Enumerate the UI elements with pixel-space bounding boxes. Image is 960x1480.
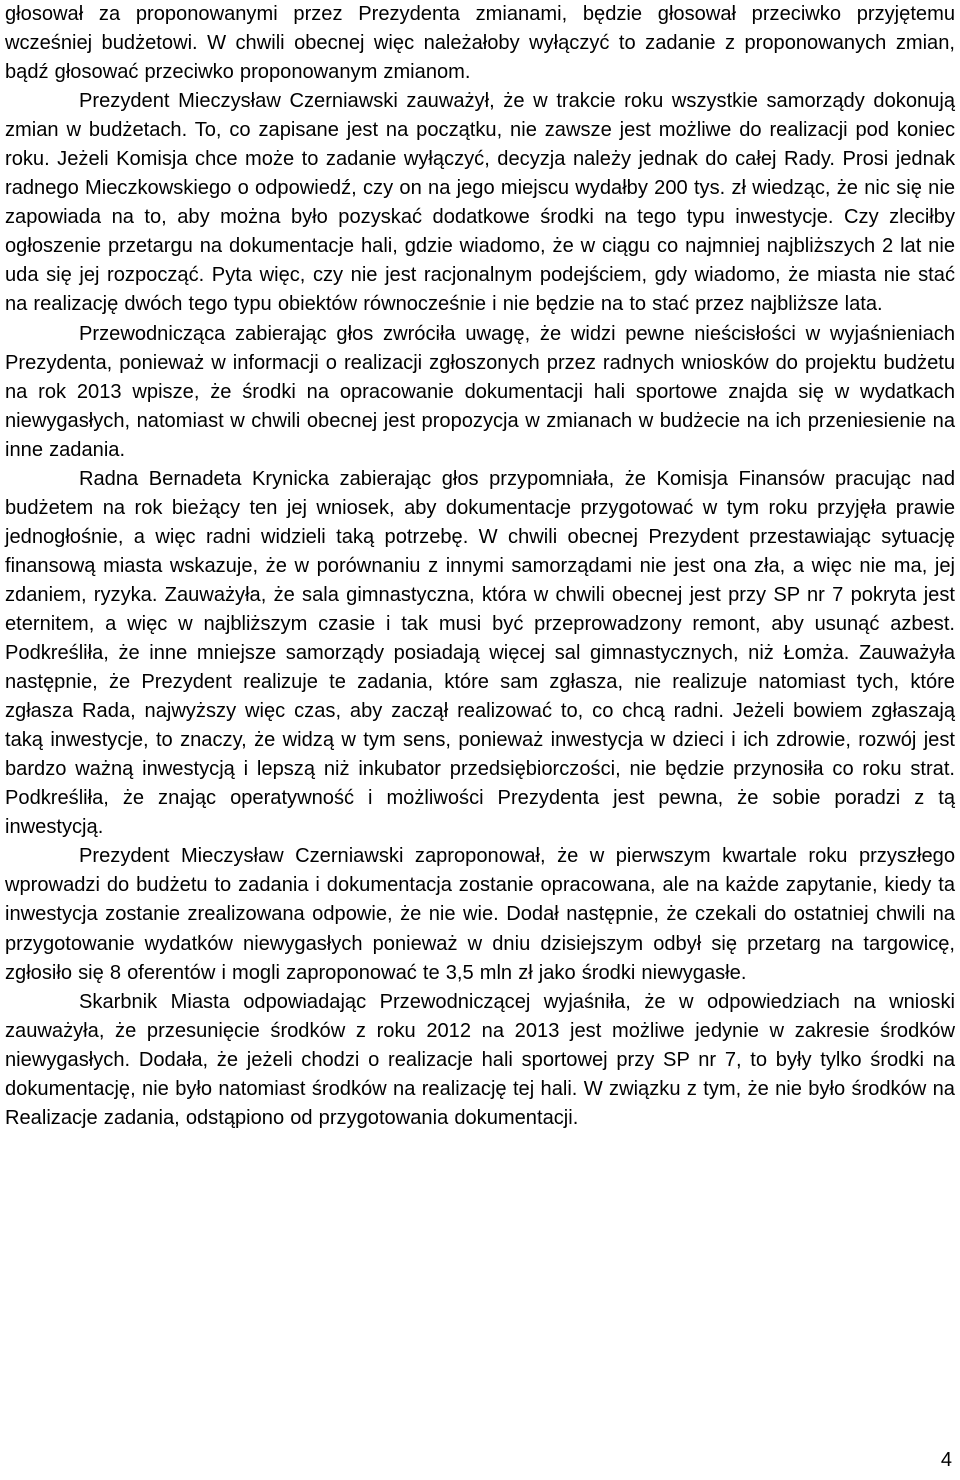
paragraph-3: Przewodnicząca zabierając głos zwróciła uwagę, że widzi pewne nieścisłości w wyjaśnieniach Prezydenta, ponieważ w informacji o realizacji zgłoszonych przez radnych wniosków do projektu budżetu na rok 2013 wpisze, że środki na opracowanie dokumentacji hali sportowe znajda się w wydatkach niewygasłych, natomiast w chwili obecnej jest propozycja w zmianach w budżecie na ich przeniesienie na inne zadania. bbox=[5, 322, 955, 461]
paragraph-6: Skarbnik Miasta odpowiadając Przewodniczącej wyjaśniła, że w odpowiedziach na wnioski zauważyła, że przesunięcie środków z roku 2012 na 2013 jest możliwe jedynie w zakresie środków niewygasłych. Dodała, że jeżeli chodzi o realizacje hali sportowej przy SP nr 7, to były tylko środki na dokumentację, nie było natomiast środków na realizację tej hali. W związku z tym, że nie było środków na Realizacje zadania, odstąpiono od przygotowania dokumentacji. bbox=[5, 990, 955, 1129]
page-number: 4 bbox=[940, 1449, 952, 1471]
document-body bbox=[5, 0, 955, 1133]
paragraph-1: głosował za proponowanymi przez Prezydenta zmianami, będzie głosował przeciwko przyjętemu wcześniej budżetowi. W chwili obecnej więc należałoby wyłączyć to zadanie z proponowanych zmian, bądź głosować przeciwko proponowanym zmianom. bbox=[5, 3, 955, 84]
paragraph-5: Prezydent Mieczysław Czerniawski zaproponował, że w pierwszym kwartale roku przyszłego wprowadzi do budżetu to zadania i dokumentacja zostanie opracowana, ale na każde zapytanie, kiedy ta inwestycja zostanie zrealizowana odpowie, że nie wie. Dodał następnie, że czekali do ostatniej chwili na przygotowanie wydatków niewygasłych ponieważ w dniu dzisiejszym odbył się przetarg na targowicę, zgłosiło się 8 oferentów i mogli zaproponować te 3,5 mln zł jako środki niewygasłe. bbox=[5, 845, 955, 984]
paragraph-2: Prezydent Mieczysław Czerniawski zauważył, że w trakcie roku wszystkie samorządy dokonują zmian w budżetach. To, co zapisane jest na początku, nie zawsze jest możliwe do realizacji pod koniec roku. Jeżeli Komisja chce może to zadanie wyłączyć, decyzja należy jednak do całej Rady. Prosi jednak radnego Mieczkowskiego o odpowiedź, czy on na jego miejscu wydałby 200 tys. zł wiedząc, że nic się nie zapowiada na to, aby można było pozyskać dodatkowe środki na tego typu inwestycje. Czy zleciłby ogłoszenie przetargu na dokumentacje hali, gdzie wiadomo, że w ciągu co najmniej najbliższych 2 lat nie uda się jej rozpocząć. Pyta więc, czy nie jest racjonalnym podejściem, gdy wiadomo, że miasta nie stać na realizację dwóch tego typu obiektów równocześnie i nie będzie na to stać przez najbliższe lata. bbox=[5, 90, 955, 316]
paragraph-4: Radna Bernadeta Krynicka zabierając głos przypomniała, że Komisja Finansów pracując nad budżetem na rok bieżący ten jej wniosek, aby dokumentacje przygotować w tym roku przyjęła prawie jednogłośnie, a więc radni widzieli taką potrzebę. W chwili obecnej Prezydent przestawiając sytuację finansową miasta wskazuje, że w porównaniu z innymi samorządami nie jest ona zła, a więc nie ma, jej zdaniem, ryzyka. Zauważyła, że sala gimnastyczna, która w chwili obecnej jest przy SP nr 7 pokryta jest eternitem, a więc w najbliższym czasie i tak musi być przeprowadzony remont, aby usunąć azbest. Podkreśliła, że inne mniejsze samorządy posiadają więcej sal gimnastycznych, niż Łomża. Zauważyła następnie, że Prezydent realizuje te zadania, które sam zgłasza, nie realizuje natomiast tych, które zgłasza Rada, najwyższy więc czas, aby zaczął realizować to, co chcą radni. Jeżeli bowiem zgłaszają taką inwestycje, to znaczy, że widzą w tym sens, ponieważ inwestycja w dzieci i ich zdrowie, rozwój jest bardzo ważną inwestycją i lepszą niż inkubator przedsiębiorczości, nie będzie przynosiła co roku strat. Podkreśliła, że znając operatywność i możliwości Prezydenta jest pewna, że sobie poradzi z tą inwestycją. bbox=[5, 467, 955, 839]
